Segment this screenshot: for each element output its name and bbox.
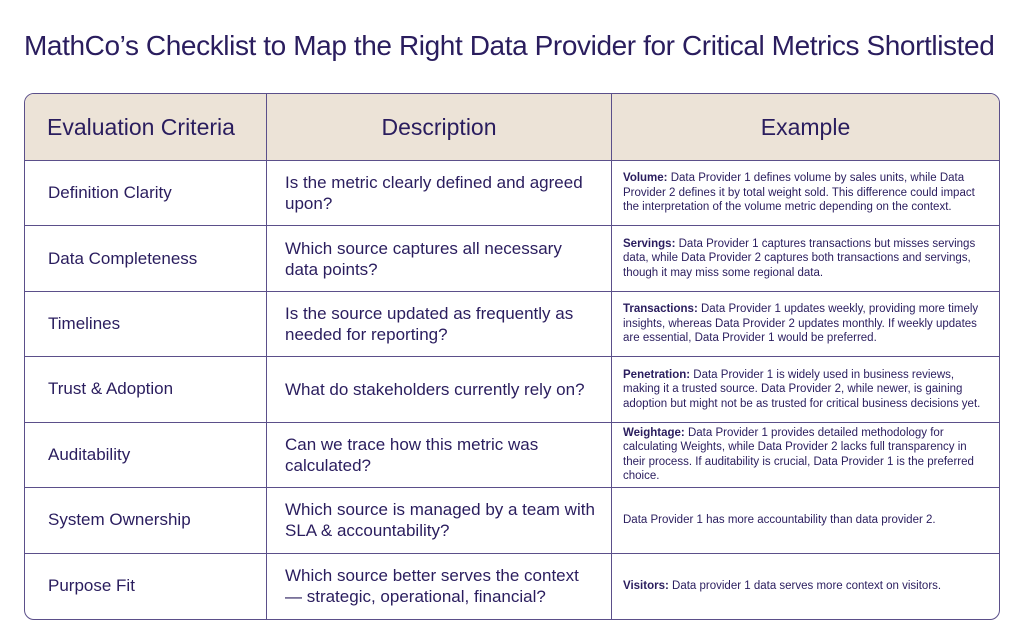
row-description: Is the source updated as frequently as needed for reporting? [267, 292, 612, 357]
example-label: Visitors: [623, 580, 669, 593]
example-label: Weightage: [623, 426, 685, 439]
header-description: Description [267, 94, 612, 161]
example-label: Volume: [623, 172, 668, 185]
example-text: Data Provider 1 provides detailed methodology for calculating Weights, while Data Provider 2 lacks full transparency in their process. If auditability is crucial, Data Provider 1 is the preferred choice. [623, 426, 974, 483]
row-description: Which source captures all necessary data points? [267, 226, 612, 291]
example-text: Data Provider 1 captures transactions but misses servings data, while Data Provider 2 captures both transactions and servings, though it may miss some regional data. [623, 237, 976, 279]
example-label: Servings: [623, 237, 676, 250]
row-example [612, 226, 999, 291]
example-text: Data Provider 1 defines volume by sales units, while Data Provider 2 defines it by total weight sold. This difference could impact the interpretation of the volume metric depending on the context. [623, 172, 975, 214]
row-example [612, 488, 999, 553]
example-label: Penetration: [623, 368, 691, 381]
example-text: Data provider 1 data serves more context on visitors. [668, 580, 942, 593]
row-description: Is the metric clearly defined and agreed upon? [267, 161, 612, 226]
header-example: Example [612, 94, 999, 161]
row-description: Which source better serves the context — strategic, operational, financial? [267, 554, 612, 619]
example-label: Transactions: [623, 303, 698, 316]
row-criteria: Definition Clarity [25, 161, 267, 226]
row-criteria: Timelines [25, 292, 267, 357]
header-criteria: Evaluation Criteria [25, 94, 267, 161]
row-criteria: Purpose Fit [25, 554, 267, 619]
row-description: Can we trace how this metric was calculated? [267, 423, 612, 488]
example-text: Data Provider 1 has more accountability than data provider 2. [623, 514, 936, 527]
example-text: Data Provider 1 updates weekly, providing more timely insights, whereas Data Provider 2 updates monthly. If weekly updates are essential, Data Provider 1 would be preferred. [623, 303, 979, 345]
row-description: What do stakeholders currently rely on? [267, 357, 612, 422]
row-example [612, 292, 999, 357]
row-criteria: Data Completeness [25, 226, 267, 291]
page-title: MathCo’s Checklist to Map the Right Data Provider for Critical Metrics Shortlisted [24, 30, 995, 61]
checklist-table [24, 93, 1000, 620]
row-example [612, 423, 999, 488]
row-criteria: Trust & Adoption [25, 357, 267, 422]
example-text: Data Provider 1 is widely used in business reviews, making it a trusted source. Data Provider 2, while newer, is gaining adoption but might not be as trusted for critical business decisions yet. [623, 368, 981, 410]
row-description: Which source is managed by a team with SLA & accountability? [267, 488, 612, 553]
row-criteria: System Ownership [25, 488, 267, 553]
row-example [612, 554, 999, 619]
row-example [612, 161, 999, 226]
row-criteria: Auditability [25, 423, 267, 488]
row-example [612, 357, 999, 422]
